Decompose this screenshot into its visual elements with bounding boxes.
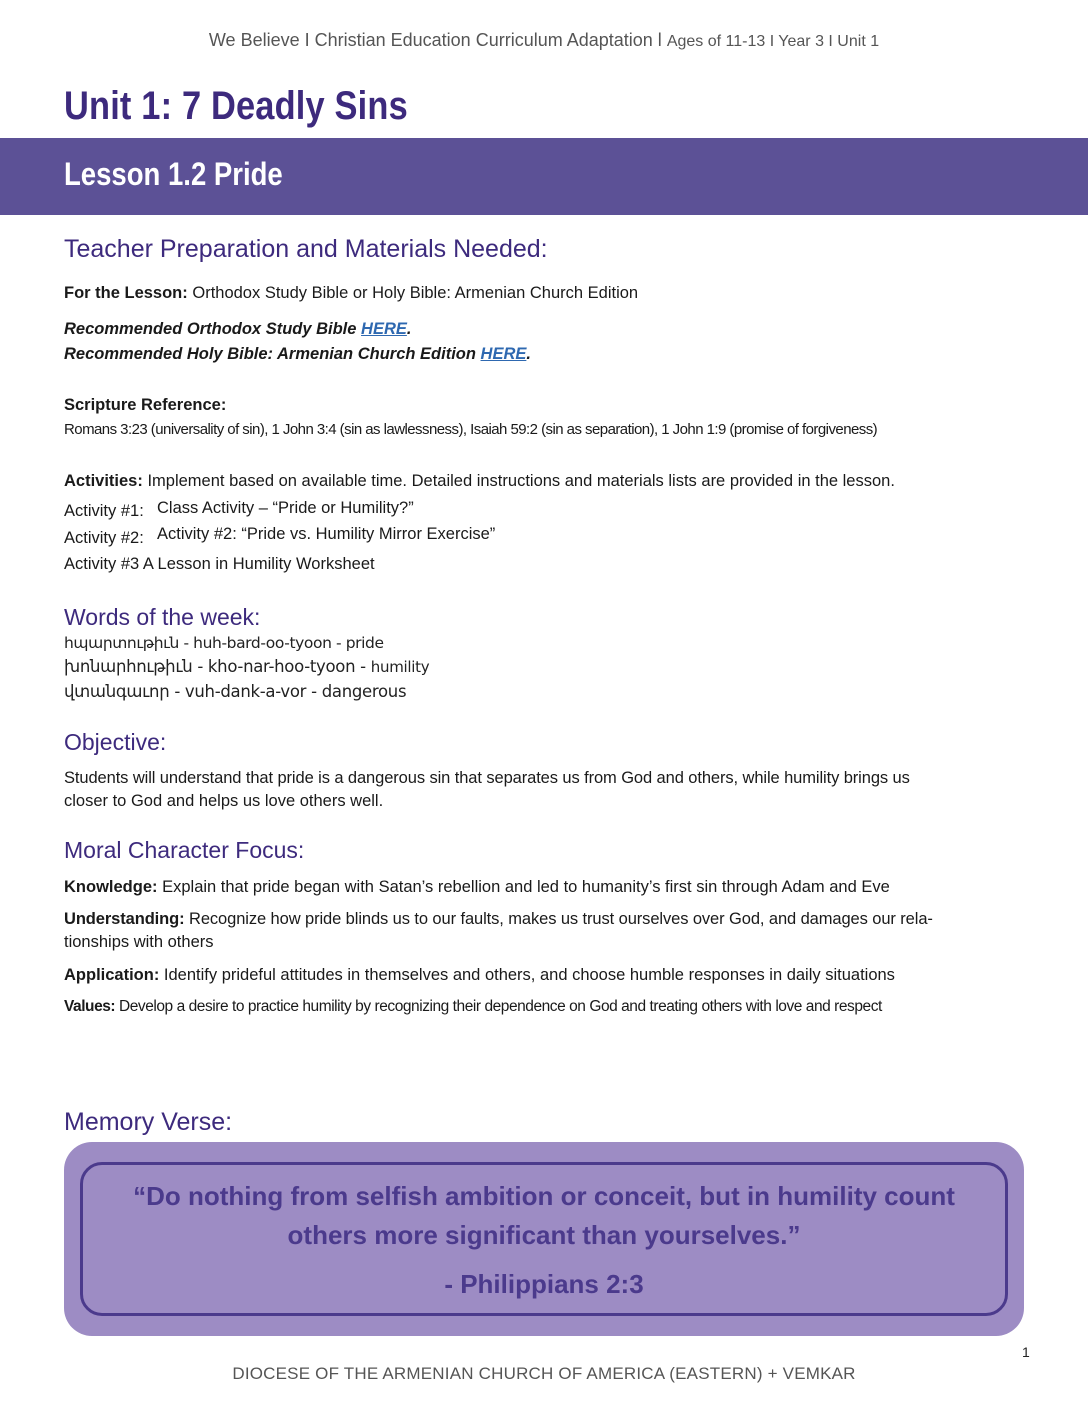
for-lesson-line	[64, 284, 638, 303]
application-text: Identify prideful attitudes in themselves and others, and choose humble responses in daily situations	[163, 966, 895, 984]
moral-focus-heading: Moral Character Focus:	[64, 837, 305, 863]
lesson-title: Lesson 1.2 Pride	[64, 156, 283, 192]
memory-verse-reference: - Philippians 2:3	[444, 1269, 644, 1299]
for-lesson-text: Orthodox Study Bible or Holy Bible: Armenian Church Edition	[192, 284, 639, 302]
activities-text: Implement based on available time. Detailed instructions and materials lists are provided in the lesson.	[147, 472, 895, 490]
activities-line	[64, 472, 895, 491]
values-text: Develop a desire to practice humility by recognizing their dependence on God and treating others with love and respect	[119, 998, 882, 1015]
unit-title: Unit 1: 7 Deadly Sins	[64, 84, 408, 128]
memory-verse-frame	[80, 1162, 1008, 1316]
values-label: Values:	[64, 998, 116, 1015]
running-header	[0, 30, 1088, 51]
period: .	[406, 320, 412, 338]
knowledge-label: Knowledge:	[64, 878, 158, 896]
memory-verse-box	[64, 1142, 1024, 1336]
memory-verse-text	[83, 1177, 1005, 1255]
understanding-text: Recognize how pride blinds us to our faults, makes us trust ourselves over God, and damages our rela-	[189, 910, 933, 928]
word-1-armenian: հպարտութիւն	[64, 634, 179, 652]
lesson-banner	[0, 138, 1088, 215]
word-2-pronunciation: - kho-nar-hoo-tyoon -	[192, 657, 371, 676]
application-label: Application:	[64, 966, 160, 984]
activity-2-label: Activity #2:	[64, 529, 144, 547]
memory-verse-line-2: others more significant than yourselves.”	[287, 1220, 801, 1250]
recommended-armenian-bible-text: Recommended Holy Bible: Armenian Church Edition	[64, 345, 476, 363]
memory-verse-heading: Memory Verse:	[64, 1108, 233, 1136]
word-2-armenian: խոնարհութիւն	[64, 657, 193, 676]
running-header-right: Ages of 11-13 I Year 3 I Unit 1	[666, 33, 880, 50]
knowledge-text: Explain that pride began with Satan’s rebellion and led to humanity’s first sin through Adam and Eve	[162, 878, 890, 896]
word-3	[64, 682, 406, 701]
word-1	[64, 634, 384, 652]
word-1-translation: - huh-bard-oo-tyoon - pride	[178, 634, 384, 652]
word-3-translation: - vuh-dank-a-vor - dangerous	[169, 682, 407, 701]
period: .	[526, 345, 531, 363]
memory-verse-line-1: “Do nothing from selfish ambition or conceit, but in humility count	[133, 1181, 955, 1211]
word-2-meaning: humility	[370, 658, 430, 676]
recommended-osb-line	[64, 320, 411, 339]
word-3-armenian: վտանգաւոր	[64, 682, 170, 701]
activity-1-text: Class Activity – “Pride or Humility?”	[157, 499, 414, 517]
recommended-osb-text: Recommended Orthodox Study Bible	[64, 320, 357, 338]
knowledge-line	[64, 878, 890, 897]
understanding-text-continued: tionships with others	[64, 933, 214, 951]
footer: DIOCESE OF THE ARMENIAN CHURCH OF AMERICA (EASTERN) + VEMKAR	[232, 1364, 856, 1383]
activity-3-text: Activity #3 A Lesson in Humility Worksheet	[64, 555, 375, 573]
values-line	[64, 998, 882, 1016]
application-line	[64, 966, 895, 985]
objective-heading: Objective:	[64, 729, 167, 755]
understanding-label: Understanding:	[64, 910, 185, 928]
activity-1-label: Activity #1:	[64, 502, 144, 520]
understanding-line	[64, 910, 933, 929]
objective-line-2: closer to God and helps us love others well.	[64, 792, 384, 810]
armenian-bible-here-link[interactable]: HERE	[480, 345, 527, 363]
objective-line-1: Students will understand that pride is a dangerous sin that separates us from God and others, while humility brings us	[64, 769, 910, 787]
activity-2-text: Activity #2: “Pride vs. Humility Mirror Exercise”	[157, 525, 496, 543]
page-number: 1	[1022, 1344, 1030, 1360]
words-heading: Words of the week:	[64, 604, 261, 630]
word-2	[64, 657, 429, 676]
activities-label: Activities:	[64, 472, 143, 490]
scripture-text: Romans 3:23 (universality of sin), 1 John 3:4 (sin as lawlessness), Isaiah 59:2 (sin as separation), 1 John 1:9 (promise of forgiveness)	[64, 421, 878, 438]
scripture-label: Scripture Reference:	[64, 396, 227, 414]
running-header-left: We Believe I Christian Education Curriculum Adaptation l	[208, 30, 662, 50]
prep-heading: Teacher Preparation and Materials Needed:	[64, 235, 548, 263]
osb-here-link[interactable]: HERE	[361, 320, 407, 338]
for-lesson-label: For the Lesson:	[64, 284, 188, 302]
scripture-label-line	[64, 396, 226, 415]
recommended-armenian-bible-line	[64, 345, 531, 364]
